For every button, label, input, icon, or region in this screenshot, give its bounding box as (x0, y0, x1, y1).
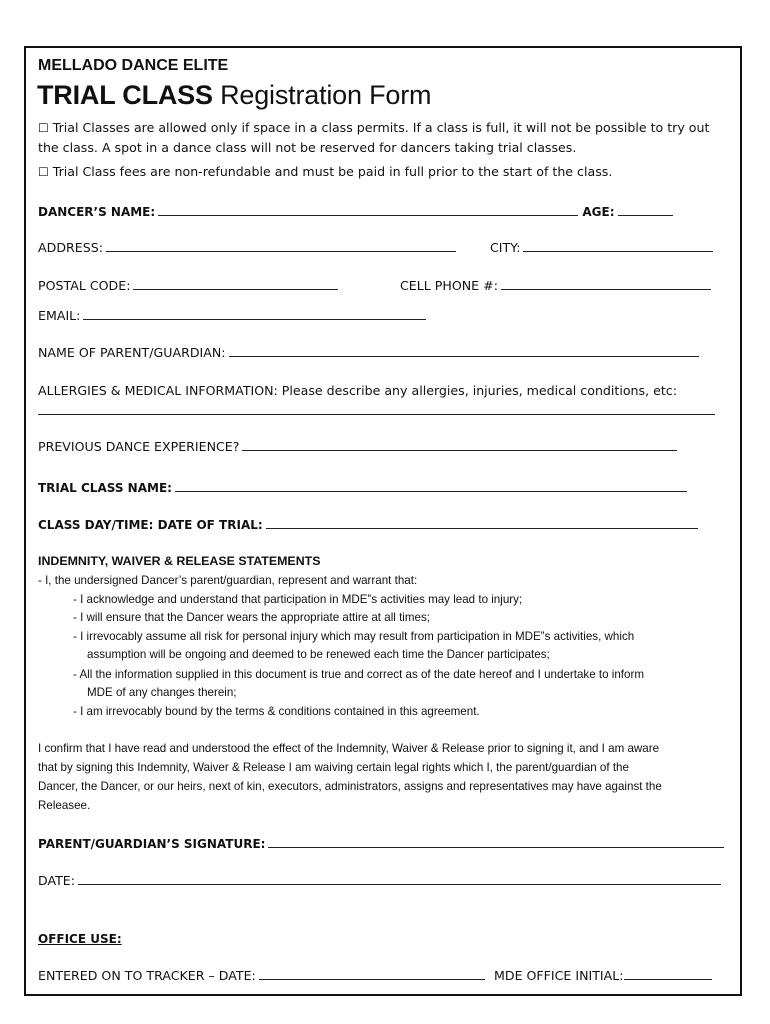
office-initial-label: MDE OFFICE INITIAL: (494, 968, 624, 983)
address-input[interactable] (106, 240, 456, 252)
trial-class-name-row (38, 480, 687, 495)
trial-note-2-line1: Trial Class fees are non-refundable and must be paid in full prior to the start of the class. (52, 164, 613, 179)
experience-row (38, 439, 677, 454)
email-row (38, 308, 426, 323)
dancer-name-input[interactable] (158, 204, 578, 216)
cell-phone-input[interactable] (501, 278, 711, 290)
signature-row (38, 836, 724, 851)
confirm-line: Dancer, the Dancer, or our heirs, next of kin, executors, administrators, assigns and representatives may have against the (38, 780, 662, 793)
allergies-label: ALLERGIES & MEDICAL INFORMATION: Please describe any allergies, injuries, medical conditions, etc: (38, 383, 677, 398)
indemnity-item: - I acknowledge and understand that participation in MDE‟s activities may lead to injury; (73, 593, 523, 606)
indemnity-item: assumption will be ongoing and deemed to be renewed each time the Dancer participates; (87, 648, 550, 661)
form-title-bold: TRIAL CLASS (37, 80, 213, 110)
city-input[interactable] (523, 240, 713, 252)
tracker-date-label: ENTERED ON TO TRACKER – DATE: (38, 968, 256, 983)
office-initial-row (494, 968, 712, 983)
date-label: DATE: (38, 873, 76, 888)
parent-name-input[interactable] (229, 345, 699, 357)
confirm-line: I confirm that I have read and understood the effect of the Indemnity, Waiver & Release prior to signing it, and I am aware (38, 742, 660, 755)
trial-note-1 (38, 118, 738, 158)
city-row (490, 240, 713, 255)
tracker-date-input[interactable] (259, 968, 485, 980)
dancer-name-label: DANCER’S NAME: (38, 205, 156, 219)
trial-class-name-input[interactable] (175, 480, 687, 492)
trial-class-name-label: TRIAL CLASS NAME: (38, 481, 172, 495)
form-title (37, 80, 431, 111)
address-label: ADDRESS: (38, 240, 103, 255)
trial-note-1-line2: the class. A spot in a dance class will not be reserved for dancers taking trial classes. (38, 140, 577, 155)
form-title-rest: Registration Form (220, 80, 432, 110)
email-input[interactable] (83, 308, 426, 320)
indemnity-item: - I will ensure that the Dancer wears the appropriate attire at all times; (73, 611, 430, 624)
date-input[interactable] (78, 873, 721, 885)
dancer-name-row (38, 204, 673, 219)
allergies-input[interactable] (38, 403, 715, 415)
indemnity-item: - I am irrevocably bound by the terms & conditions contained in this agreement. (73, 705, 480, 718)
cell-phone-row (400, 278, 711, 293)
address-row (38, 240, 456, 255)
parent-name-row (38, 345, 699, 360)
confirm-line: Releasee. (38, 799, 91, 812)
indemnity-item: - All the information supplied in this document is true and correct as of the date hereof and I undertake to inform (73, 668, 644, 681)
experience-label: PREVIOUS DANCE EXPERIENCE? (38, 439, 240, 454)
signature-input[interactable] (268, 836, 724, 848)
confirm-line: that by signing this Indemnity, Waiver & Release I am waiving certain legal rights which I, the parent/guardian of the (38, 761, 629, 774)
parent-name-label: NAME OF PARENT/GUARDIAN: (38, 345, 226, 360)
office-initial-input[interactable] (624, 968, 712, 980)
age-label: AGE: (582, 205, 615, 219)
indemnity-item: MDE of any changes therein; (87, 686, 237, 699)
postal-code-input[interactable] (133, 278, 338, 290)
trial-note-1-line1: Trial Classes are allowed only if space in a class permits. If a class is full, it will not be possible to try out (52, 120, 710, 135)
class-day-time-label: CLASS DAY/TIME: DATE OF TRIAL: (38, 518, 263, 532)
organization-name: MELLADO DANCE ELITE (38, 57, 229, 74)
postal-code-label: POSTAL CODE: (38, 278, 131, 293)
age-input[interactable] (618, 204, 673, 216)
indemnity-intro: - I, the undersigned Dancer’s parent/guardian, represent and warrant that: (38, 574, 418, 587)
indemnity-item: - I irrevocably assume all risk for personal injury which may result from participation in MDE‟s activities, which (73, 630, 635, 643)
checkbox-icon[interactable]: ☐ (38, 165, 49, 179)
class-day-time-input[interactable] (266, 517, 698, 529)
office-use-heading: OFFICE USE: (38, 932, 122, 946)
experience-input[interactable] (242, 439, 677, 451)
cell-phone-label: CELL PHONE #: (400, 278, 498, 293)
date-row (38, 873, 721, 888)
class-day-time-row (38, 517, 698, 532)
email-label: EMAIL: (38, 308, 81, 323)
city-label: CITY: (490, 240, 521, 255)
tracker-date-row (38, 968, 485, 983)
postal-code-row (38, 278, 338, 293)
checkbox-icon[interactable]: ☐ (38, 121, 49, 135)
indemnity-heading: INDEMNITY, WAIVER & RELEASE STATEMENTS (38, 554, 321, 568)
signature-label: PARENT/GUARDIAN’S SIGNATURE: (38, 837, 266, 851)
trial-note-2 (38, 162, 738, 182)
